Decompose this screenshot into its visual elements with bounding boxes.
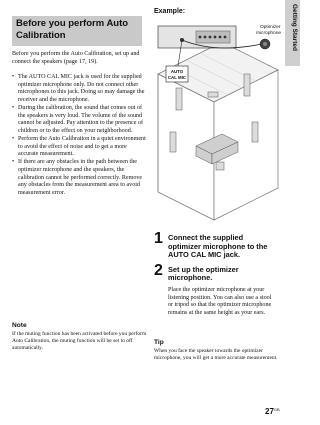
section-header: Before you perform Auto Calibration (16, 18, 129, 41)
step-2 (154, 261, 278, 283)
steps (154, 232, 278, 317)
side-tab-label: Getting Started (291, 4, 298, 51)
setup-illustration (152, 22, 284, 227)
example-label: Example: (154, 8, 186, 15)
caution-list (12, 74, 148, 198)
step-number: 2 (154, 261, 163, 279)
page-number-suffix: GB (273, 407, 280, 412)
jack-label-line2: CAL MIC (167, 75, 187, 80)
step-title: Set up the optimizer microphone. (168, 264, 239, 283)
optimizer-label-line1: Optimizer (260, 25, 281, 30)
page-number-value: 27 (265, 407, 274, 416)
tip-title: Tip (154, 339, 164, 346)
section-header-box (12, 16, 142, 46)
caution-item: • The AUTO CAL MIC jack is used for the supplied optimizer microphone only. Do not connect other microphones to this jack. Doing so may damage the receiver and the microphone. (12, 74, 148, 104)
page-number (265, 407, 280, 416)
intro-paragraph: Before you perform the Auto Calibration, set up and connect the speakers (page 17, 19). (12, 51, 140, 65)
note-title: Note (12, 322, 27, 329)
optimizer-microphone-icon (260, 39, 270, 49)
tip-text: When you face the speaker towards the optimizer microphone, you will get a more accurate measurement. (154, 348, 278, 361)
step-2-body: Place the optimizer microphone at your listening position. You can also use a stool or tripod so that the optimizer microphone remains at the same height as your ears. (168, 286, 272, 316)
caution-item: • Perform the Auto Calibration in a quiet environment to avoid the effect of noise and to get a more accurate measurement. (12, 136, 148, 159)
caution-item: • If there are any obstacles in the path between the optimizer microphone and the speakers, the calibration cannot be performed correctly. Remove any obstacles from the measurement area to avoid measurement error. (12, 159, 148, 197)
step-title: Connect the supplied optimizer microphone to the AUTO CAL MIC jack. (168, 233, 268, 260)
note-text: If the muting function has been activated before you perform Auto Calibration, the muting function will be set to off automatically. (12, 331, 147, 351)
optimizer-label-line2: microphone (256, 31, 282, 36)
step-1 (154, 232, 278, 260)
jack-label-line1: AUTO (170, 69, 184, 74)
step-number: 1 (154, 230, 163, 247)
caution-item: • During the calibration, the sound that comes out of the speakers is very loud. The volume of the sound cannot be adjusted. Pay attention to the presence of children or to the effect on your neighborhood. (12, 105, 148, 135)
